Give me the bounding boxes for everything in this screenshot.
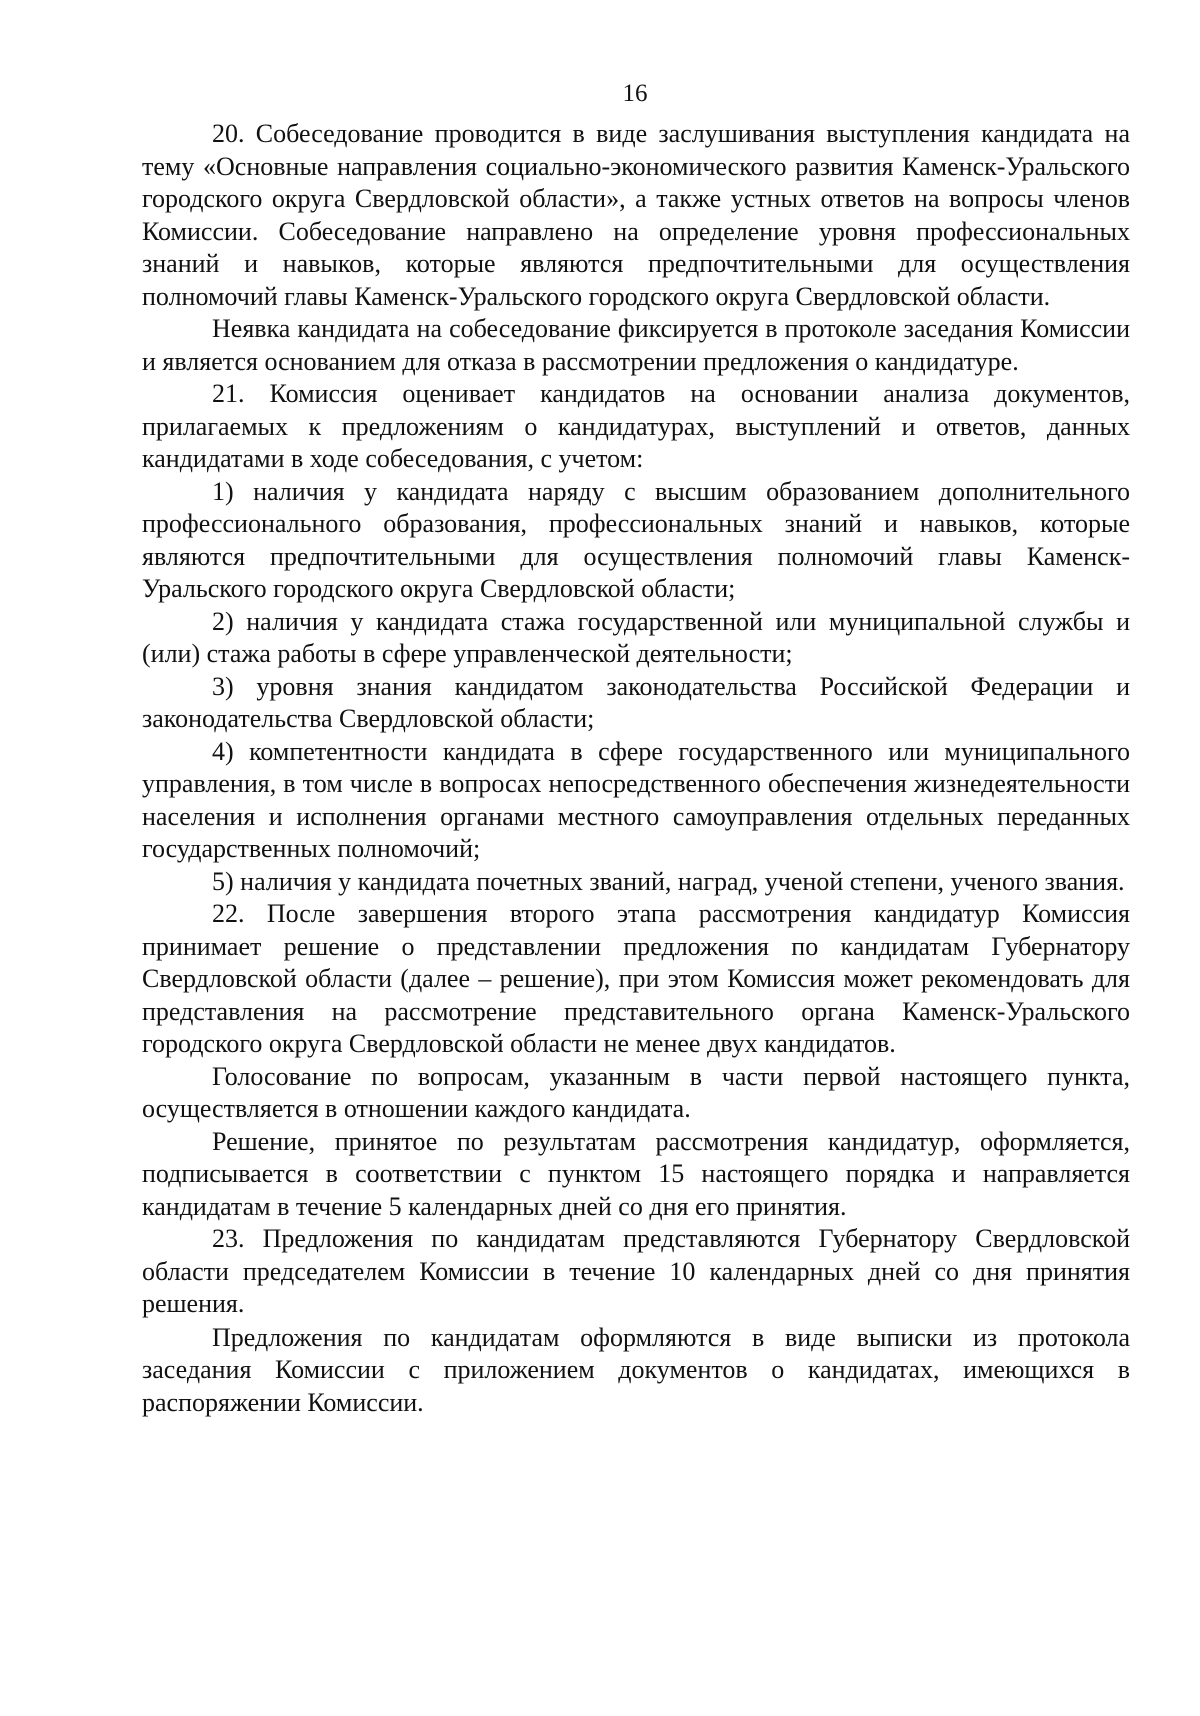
paragraph-21-item-3: 3) уровня знания кандидатом законодательства Российской Федерации и законодательства Свердловской области; <box>142 671 1130 733</box>
paragraph-22-voting: Голосование по вопросам, указанным в части первой настоящего пункта, осуществляется в отношении каждого кандидата. <box>142 1061 1130 1123</box>
paragraph-21-item-1: 1) наличия у кандидата наряду с высшим образованием дополнительного профессионального образования, профессиональных знаний и навыков, которые являются предпочтительными для осуществления полномочий главы Каменск-Уральского городского округа Свердловской области; <box>142 476 1130 603</box>
paragraph-22: 22. После завершения второго этапа рассмотрения кандидатур Комиссия принимает решение о представлении предложения по кандидатам Губернатору Свердловской области (далее – решение), при этом Комиссия может рекомендовать для представления на рассмотрение представительного органа Каменск-Уральского городского округа Свердловской области не менее двух кандидатов. <box>142 899 1130 1058</box>
document-body <box>142 118 1130 1419</box>
paragraph-20-nonappearance: Неявка кандидата на собеседование фиксируется в протоколе заседания Комиссии и является основанием для отказа в рассмотрении предложения о кандидатуре. <box>142 314 1130 376</box>
page-number: 16 <box>622 80 648 107</box>
paragraph-21-item-4: 4) компетентности кандидата в сфере государственного или муниципального управления, в том числе в вопросах непосредственного обеспечения жизнедеятельности населения и исполнения органами местного самоуправления отдельных переданных государственных полномочий; <box>142 736 1130 863</box>
paragraph-23: 23. Предложения по кандидатам представляются Губернатору Свердловской области председателем Комиссии в течение 10 календарных дней со дня принятия решения. <box>142 1224 1130 1318</box>
paragraph-21-item-5: 5) наличия у кандидата почетных званий, наград, ученой степени, ученого звания. <box>212 866 1125 896</box>
paragraph-21: 21. Комиссия оценивает кандидатов на основании анализа документов, прилагаемых к предложениям о кандидатурах, выступлений и ответов, данных кандидатами в ходе собеседования, с учетом: <box>142 379 1130 473</box>
paragraph-21-item-2: 2) наличия у кандидата стажа государственной или муниципальной службы и (или) стажа работы в сфере управленческой деятельности; <box>142 606 1130 668</box>
paragraph-22-decision: Решение, принятое по результатам рассмотрения кандидатур, оформляется, подписывается в соответствии с пунктом 15 настоящего порядка и направляется кандидатам в течение 5 календарных дней со дня его принятия. <box>142 1126 1130 1221</box>
paragraph-23-proposals: Предложения по кандидатам оформляются в виде выписки из протокола заседания Комиссии с приложением документов о кандидатах, имеющихся в распоряжении Комиссии. <box>142 1322 1130 1417</box>
paragraph-20: 20. Собеседование проводится в виде заслушивания выступления кандидата на тему «Основные направления социально-экономического развития Каменск-Уральского городского округа Свердловской области», а также устных ответов на вопросы членов Комиссии. Собеседование направлено на определение уровня профессиональных знаний и навыков, которые являются предпочтительными для осуществления полномочий главы Каменск-Уральского городского округа Свердловской области. <box>142 119 1130 311</box>
